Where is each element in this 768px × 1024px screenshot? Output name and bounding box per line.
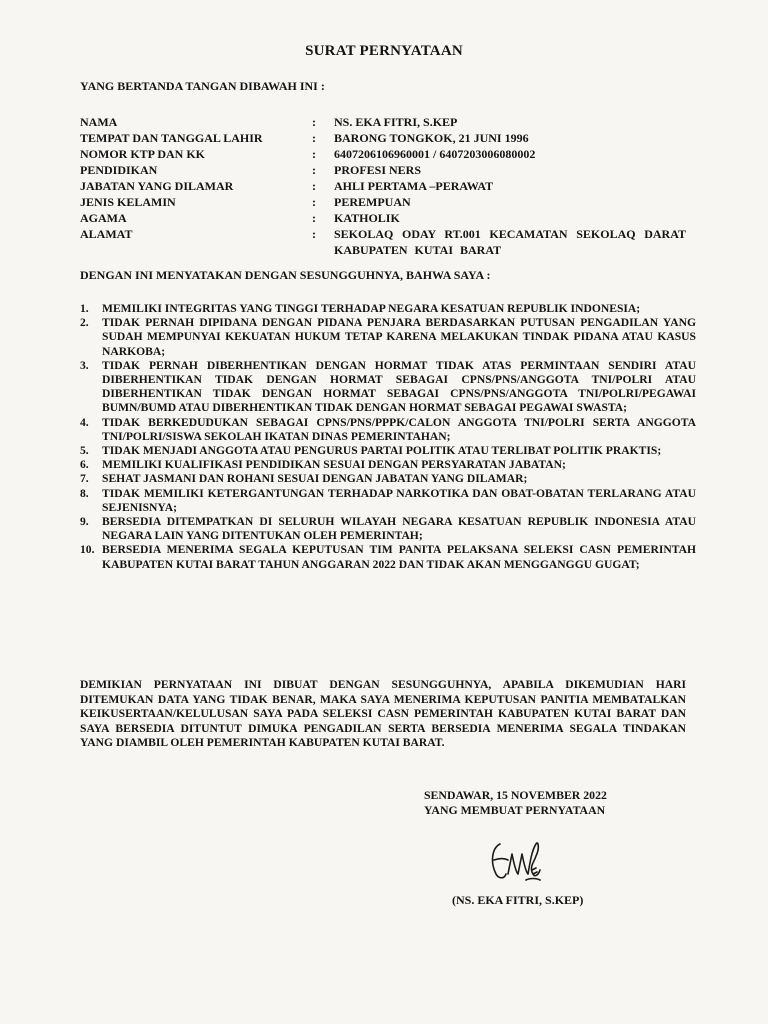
identity-colon: : — [312, 147, 316, 161]
identity-label: AGAMA — [80, 211, 127, 225]
identity-value: PROFESI NERS — [334, 163, 422, 177]
identity-row-name — [80, 114, 700, 130]
handwritten-signature — [486, 834, 556, 888]
identity-colon: : — [312, 179, 316, 193]
list-item-number: 1. — [80, 302, 89, 315]
identity-value: NS. EKA FITRI, S.KEP — [334, 115, 458, 129]
list-item-number: 4. — [80, 415, 89, 429]
list-item-text: MEMILIKI INTEGRITAS YANG TINGGI TERHADAP NEGARA KESATUAN REPUBLIK INDONESIA; — [102, 302, 641, 315]
identity-value: AHLI PERTAMA –PERAWAT — [334, 179, 494, 193]
place-date: SENDAWAR, 15 NOVEMBER 2022 — [424, 788, 607, 802]
identity-value: BARONG TONGKOK, 21 JUNI 1996 — [334, 131, 529, 145]
identity-colon: : — [312, 131, 316, 145]
list-item — [80, 359, 696, 416]
list-item-text: SEHAT JASMANI DAN ROHANI SESUAI DENGAN JABATAN YANG DILAMAR; — [102, 472, 528, 486]
identity-row-position — [80, 178, 700, 194]
identity-label: JABATAN YANG DILAMAR — [80, 179, 234, 193]
identity-row-education — [80, 162, 700, 178]
document-title: SURAT PERNYATAAN — [305, 43, 463, 59]
identity-label: ALAMAT — [80, 227, 133, 241]
list-item-text: MEMILIKI KUALIFIKASI PENDIDIKAN SESUAI DENGAN PERSYARATAN JABATAN; — [102, 458, 566, 472]
identity-table — [80, 114, 700, 258]
intro-text: YANG BERTANDA TANGAN DIBAWAH INI : — [80, 79, 325, 93]
list-item — [80, 302, 696, 316]
list-item-text: TIDAK MEMILIKI KETERGANTUNGAN TERHADAP NARKOTIKA DAN OBAT-OBATAN TERLARANG ATAU SEJENISNYA; — [102, 486, 696, 514]
list-item-text: TIDAK BERKEDUDUKAN SEBAGAI CPNS/PNS/PPPK/CALON ANGGOTA TNI/POLRI SERTA ANGGOTA TNI/POLRI/SISWA SEKOLAH IKATAN DINAS PEMERINTAHAN; — [102, 415, 696, 443]
signer-name: (NS. EKA FITRI, S.KEP) — [452, 893, 584, 907]
list-item — [80, 416, 696, 444]
list-item — [80, 472, 696, 486]
list-item — [80, 543, 696, 571]
declaration-heading: DENGAN INI MENYATAKAN DENGAN SESUNGGUHNYA, BAHWA SAYA : — [80, 268, 491, 282]
list-item — [80, 444, 696, 458]
list-item — [80, 458, 696, 472]
identity-row-address — [80, 226, 700, 258]
statement-list — [80, 302, 696, 572]
identity-value: SEKOLAQ ODAY RT.001 KECAMATAN SEKOLAQ DARAT KABUPATEN KUTAI BARAT — [334, 227, 686, 257]
identity-label: JENIS KELAMIN — [80, 195, 176, 209]
list-item-text: TIDAK PERNAH DIPIDANA DENGAN PIDANA PENJARA BERDASARKAN PUTUSAN PENGADILAN YANG SUDAH MEMPUNYAI KEKUATAN HUKUM TETAP KARENA MELAKUKAN TINDAK PIDANA ATAU KASUS NARKOBA; — [102, 316, 696, 358]
list-item-number: 8. — [80, 486, 89, 500]
identity-row-religion — [80, 210, 700, 226]
list-item-number: 3. — [80, 358, 89, 372]
identity-colon: : — [312, 115, 316, 129]
list-item — [80, 515, 696, 543]
identity-colon: : — [312, 163, 316, 177]
list-item-text: TIDAK PERNAH DIBERHENTIKAN DENGAN HORMAT TIDAK ATAS PERMINTAAN SENDIRI ATAU DIBERHENTIKAN TIDAK DENGAN HORMAT SEBAGAI CPNS/PNS/ANGGOTA TNI/POLRI ATAU DIBERHENTIKAN TIDAK DENGAN HORMAT SEBAGAI CPNS/PNS/ANGGOTA TNI/POLRI/PEGAWAI BUMN/BUMD ATAU DIBERHENTIKAN TIDAK DENGAN HORMAT SEBAGAI PEGAWAI SWASTA; — [102, 358, 696, 415]
identity-colon: : — [312, 195, 316, 209]
list-item-text: BERSEDIA MENERIMA SEGALA KEPUTUSAN TIM PANITA PELAKSANA SELEKSI CASN PEMERINTAH KABUPATEN KUTAI BARAT TAHUN ANGGARAN 2022 DAN TIDAK AKAN MENGGANGGU GUGAT; — [102, 543, 696, 571]
signer-role: YANG MEMBUAT PERNYATAAN — [424, 803, 606, 817]
signature-block — [424, 788, 607, 818]
list-item-number: 10. — [80, 543, 95, 557]
list-item — [80, 316, 696, 359]
identity-label: NAMA — [80, 115, 118, 129]
list-item-number: 5. — [80, 444, 89, 458]
list-item-number: 7. — [80, 472, 89, 486]
identity-label: PENDIDIKAN — [80, 163, 158, 177]
identity-label: NOMOR KTP DAN KK — [80, 147, 205, 161]
list-item-text: BERSEDIA DITEMPATKAN DI SELURUH WILAYAH NEGARA KESATUAN REPUBLIK INDONESIA ATAU NEGARA LAIN YANG DITENTUKAN OLEH PEMERINTAH; — [102, 515, 696, 543]
identity-row-birth — [80, 130, 700, 146]
list-item-number: 6. — [80, 458, 89, 472]
identity-value: 6407206106960001 / 6407203006080002 — [334, 147, 536, 161]
list-item-number: 2. — [80, 316, 89, 330]
list-item-text: TIDAK MENJADI ANGGOTA ATAU PENGURUS PARTAI POLITIK ATAU TERLIBAT POLITIK PRAKTIS; — [102, 444, 662, 458]
list-item-number: 9. — [80, 515, 89, 529]
identity-row-id-number — [80, 146, 700, 162]
identity-label: TEMPAT DAN TANGGAL LAHIR — [80, 131, 263, 145]
identity-row-gender — [80, 194, 700, 210]
identity-value: KATHOLIK — [334, 211, 400, 225]
identity-value: PEREMPUAN — [334, 195, 411, 209]
closing-paragraph: DEMIKIAN PERNYATAAN INI DIBUAT DENGAN SESUNGGUHNYA, APABILA DIKEMUDIAN HARI DITEMUKAN DATA YANG TIDAK BENAR, MAKA SAYA MENERIMA KEPUTUSAN PANITIA MEMBATALKAN KEIKUSERTAAN/KELULUSAN SAYA PADA SELEKSI CASN PEMERINTAH KABUPATEN KUTAI BARAT DAN SAYA BERSEDIA DITUNTUT DIMUKA PENGADILAN SERTA BERSEDIA MENERIMA SEGALA TINDAKAN YANG DIAMBIL OLEH PEMERINTAH KABUPATEN KUTAI BARAT. — [80, 678, 686, 750]
identity-colon: : — [312, 227, 316, 241]
identity-colon: : — [312, 211, 316, 225]
list-item — [80, 487, 696, 515]
